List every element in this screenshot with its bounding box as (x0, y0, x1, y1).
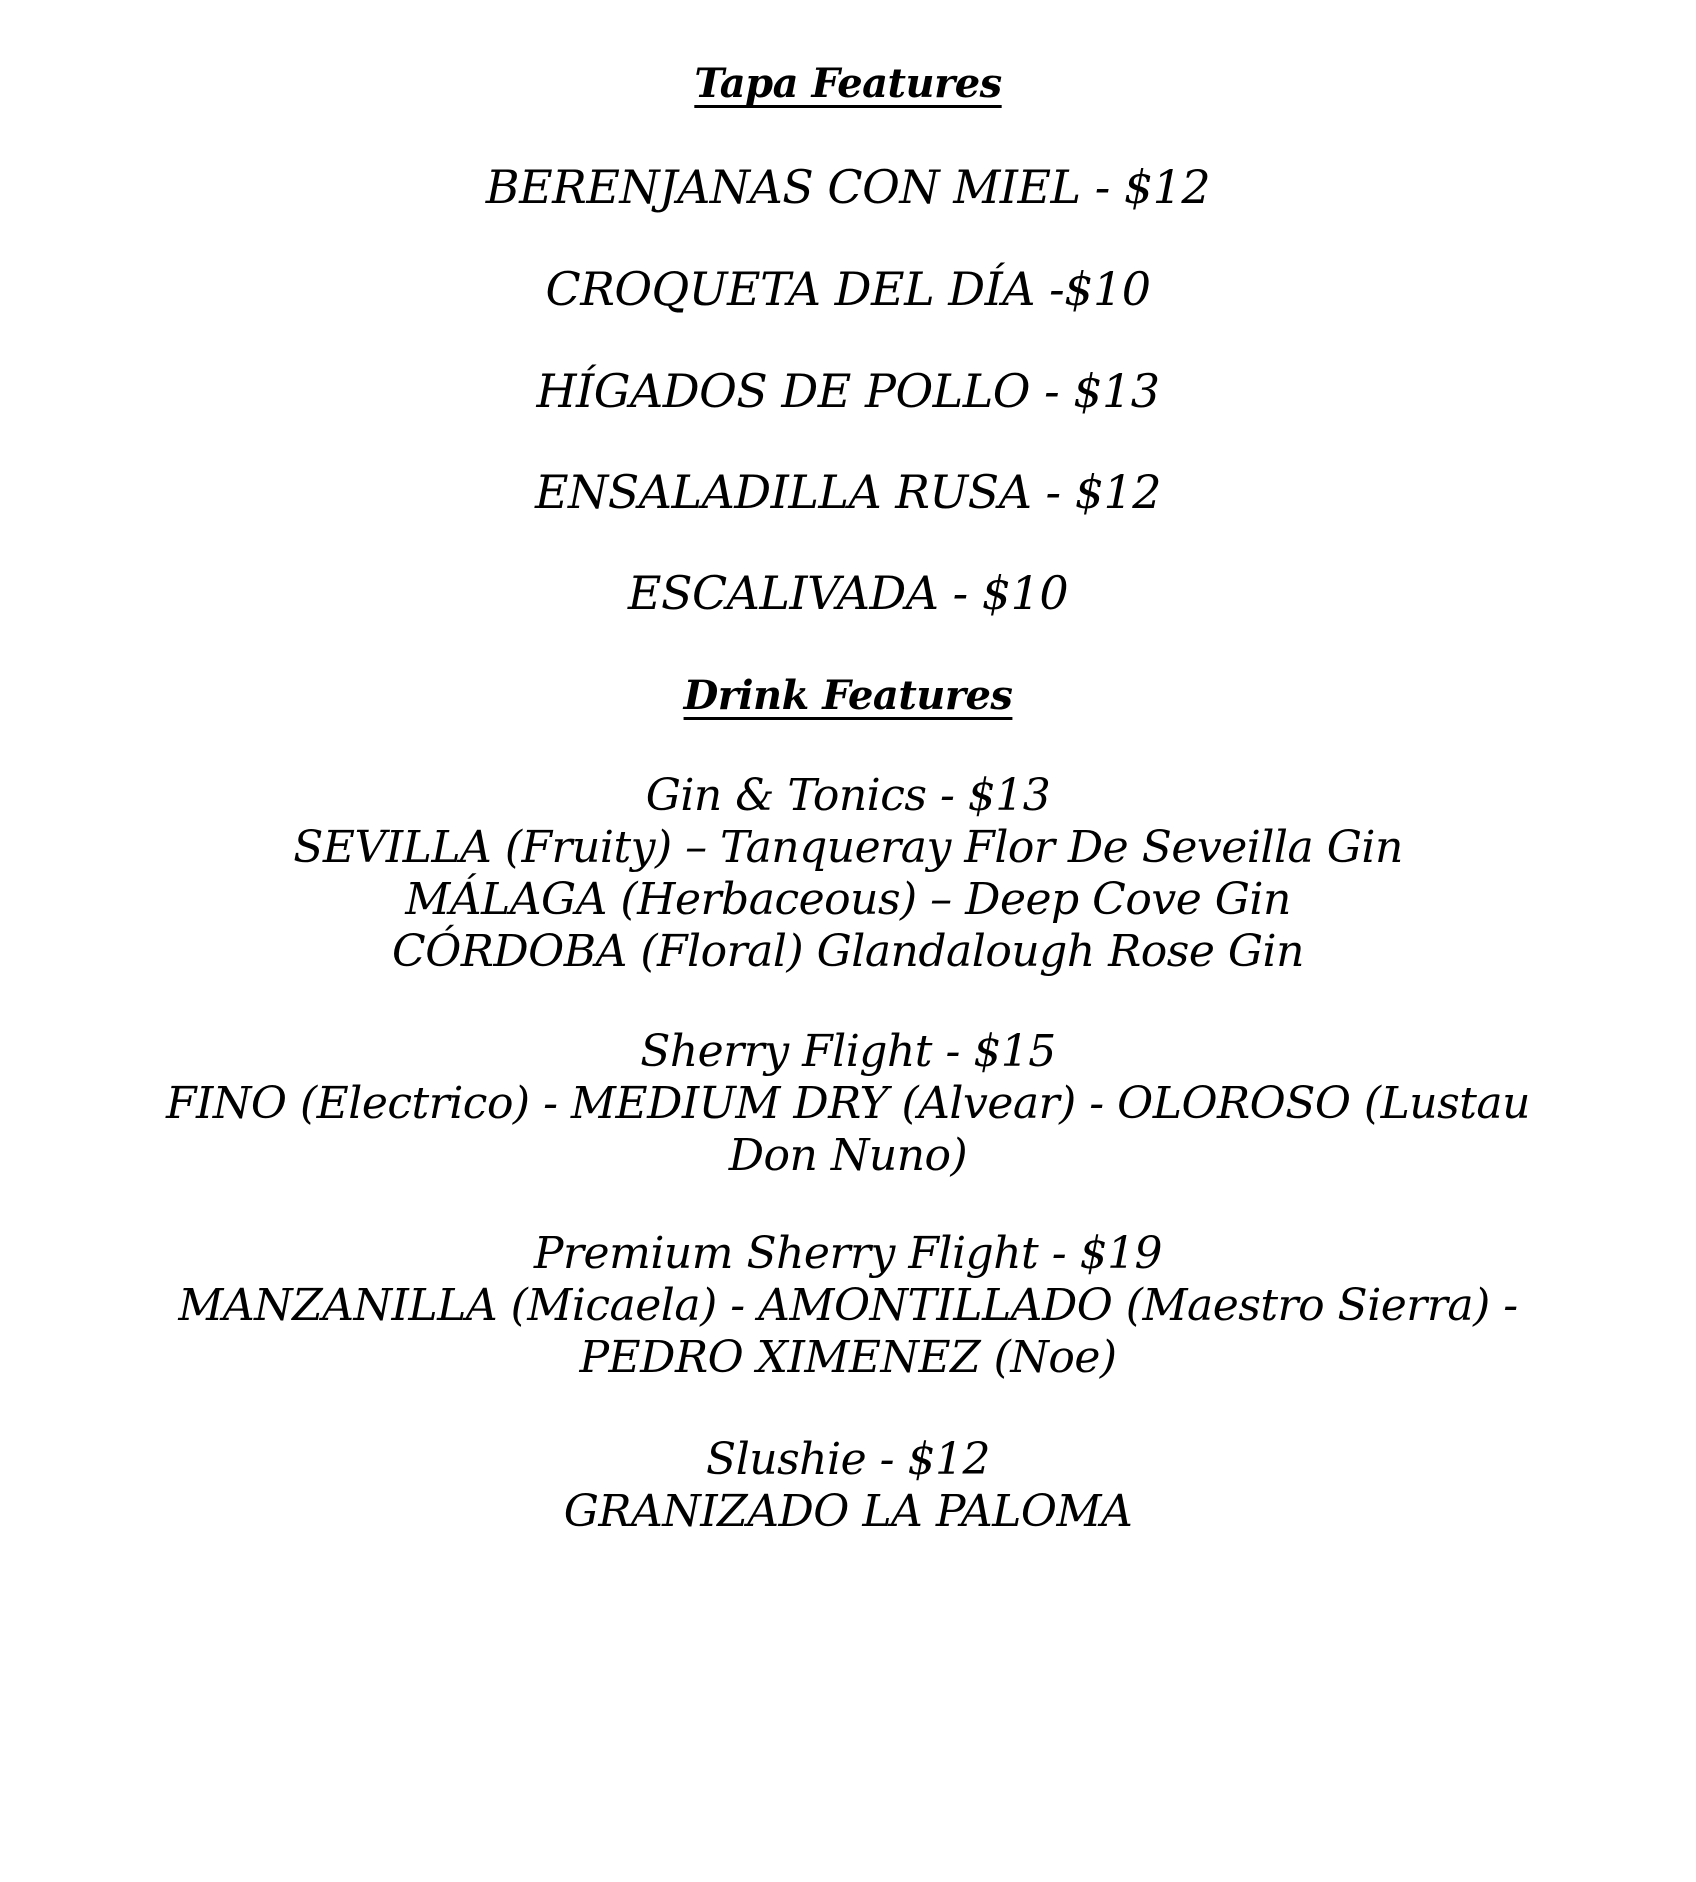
drink-group-line: CÓRDOBA (Floral) Glandalough Rose Gin (392, 926, 1304, 977)
tapa-item: ENSALADILLA RUSA - $12 (534, 465, 1162, 519)
drink-group-line: Don Nuno) (728, 1130, 968, 1181)
drink-group-line: MANZANILLA (Micaela) - AMONTILLADO (Maestro Sierra) - (178, 1280, 1518, 1331)
tapa-item: HÍGADOS DE POLLO - $13 (536, 364, 1160, 418)
tapa-item: BERENJANAS CON MIEL - $12 (485, 160, 1211, 214)
drink-group-line: MÁLAGA (Herbaceous) – Deep Cove Gin (405, 874, 1291, 925)
tapa-features-heading: Tapa Features (694, 60, 1002, 107)
drink-group-title: Gin & Tonics - $13 (645, 770, 1051, 821)
drink-group-line: GRANIZADO LA PALOMA (563, 1486, 1133, 1537)
drink-group-line: SEVILLA (Fruity) – Tanqueray Flor De Seveilla Gin (293, 822, 1403, 873)
drink-group-title: Slushie - $12 (706, 1434, 990, 1485)
drink-group-title: Sherry Flight - $15 (640, 1026, 1056, 1077)
drink-group-line: FINO (Electrico) - MEDIUM DRY (Alvear) - OLOROSO (Lustau (166, 1078, 1530, 1129)
tapa-item: CROQUETA DEL DÍA -$10 (545, 262, 1151, 316)
drink-features-heading: Drink Features (683, 672, 1013, 719)
tapa-item: ESCALIVADA - $10 (627, 566, 1069, 620)
drink-group-title: Premium Sherry Flight - $19 (533, 1228, 1163, 1279)
drink-group-line: PEDRO XIMENEZ (Noe) (579, 1332, 1117, 1383)
